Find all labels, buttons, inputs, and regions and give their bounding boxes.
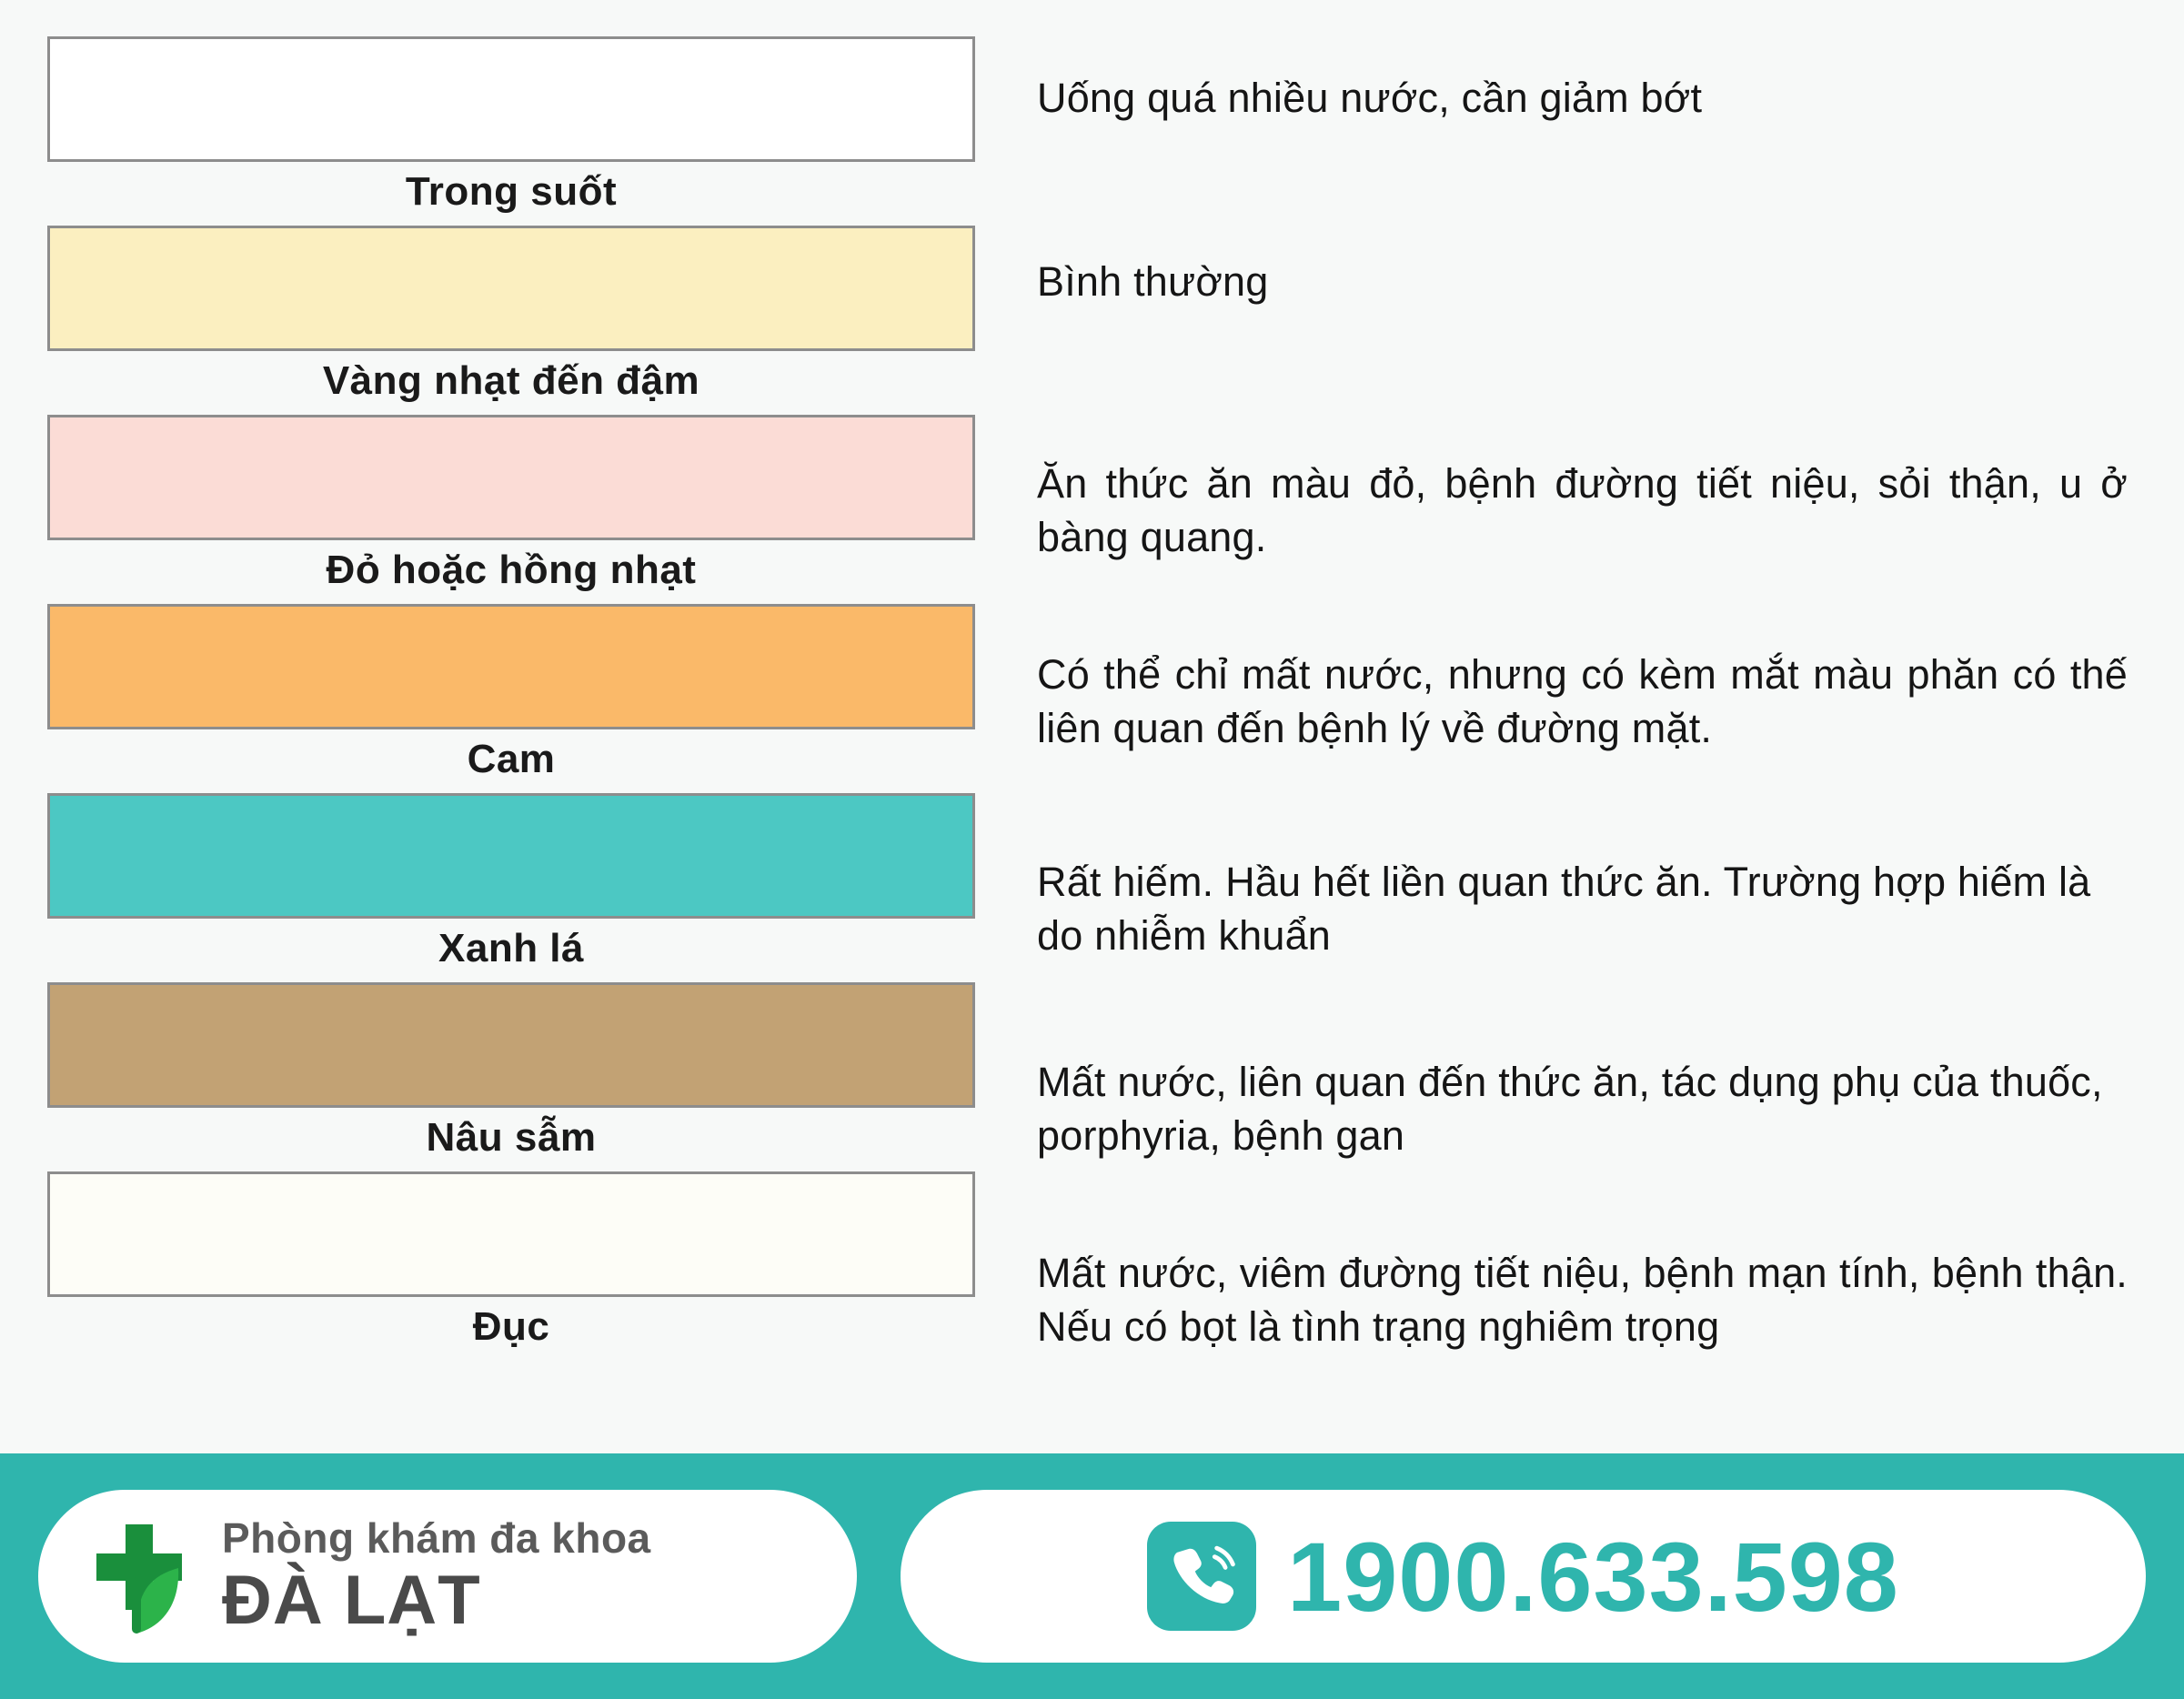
- color-swatch-column: [0, 36, 1019, 1453]
- description-text: Bình thường: [1037, 258, 1269, 305]
- swatch-label: Cam: [467, 737, 556, 781]
- swatch-item: [47, 1171, 1019, 1355]
- swatch-item: [47, 793, 1019, 977]
- description-text: Uống quá nhiều nước, cần giảm bớt: [1037, 75, 1703, 121]
- description-text: Mất nước, viêm đường tiết niệu, bệnh mạn tính, bệnh thận. Nếu có bọt là tình trạng nghiêm trọng: [1037, 1250, 2128, 1351]
- swatch-label: Trong suốt: [405, 169, 618, 214]
- description-column: [1019, 36, 2184, 1453]
- description-text: Ăn thức ăn màu đỏ, bệnh đường tiết niệu, sỏi thận, u ở bàng quang.: [1037, 460, 2128, 561]
- swatch-item: [47, 226, 1019, 409]
- color-swatch-yellow: [47, 226, 975, 351]
- swatch-item: [47, 604, 1019, 788]
- swatch-label: Xanh lá: [438, 926, 584, 970]
- clinic-name-line1: Phòng khám đa khoa: [222, 1514, 651, 1562]
- phone-hotline[interactable]: [901, 1490, 2146, 1663]
- swatch-item: [47, 415, 1019, 598]
- phone-number[interactable]: 1900.633.598: [1287, 1521, 1899, 1632]
- clinic-branding: [38, 1490, 857, 1663]
- clinic-name-line2: ĐÀ LẠT: [222, 1562, 481, 1639]
- footer-bar: [0, 1453, 2184, 1699]
- swatch-label: Đỏ hoặc hồng nhạt: [326, 548, 697, 592]
- color-swatch-orange: [47, 604, 975, 729]
- phone-call-icon: [1147, 1522, 1256, 1631]
- swatch-label: Nâu sẫm: [426, 1115, 597, 1160]
- description-text: Có thể chỉ mất nước, nhưng có kèm mắt màu phăn có thế liên quan đến bệnh lý về đường mặt.: [1037, 651, 2128, 752]
- color-swatch-cloudy: [47, 1171, 975, 1297]
- description-text: Mất nước, liên quan đến thức ăn, tác dụng phụ của thuốc, porphyria, bệnh gan: [1037, 1059, 2103, 1160]
- swatch-label: Đục: [472, 1304, 550, 1349]
- medical-cross-leaf-icon: [80, 1517, 198, 1635]
- color-swatch-brown: [47, 982, 975, 1108]
- color-swatch-pink: [47, 415, 975, 540]
- swatch-item: [47, 36, 1019, 220]
- color-swatch-clear: [47, 36, 975, 162]
- swatch-item: [47, 982, 1019, 1166]
- swatch-label: Vàng nhạt đến đậm: [322, 358, 700, 403]
- description-text: Rất hiếm. Hầu hết liền quan thức ăn. Trường hợp hiếm là do nhiễm khuẩn: [1037, 859, 2091, 960]
- clinic-name: [222, 1514, 651, 1639]
- color-swatch-green: [47, 793, 975, 919]
